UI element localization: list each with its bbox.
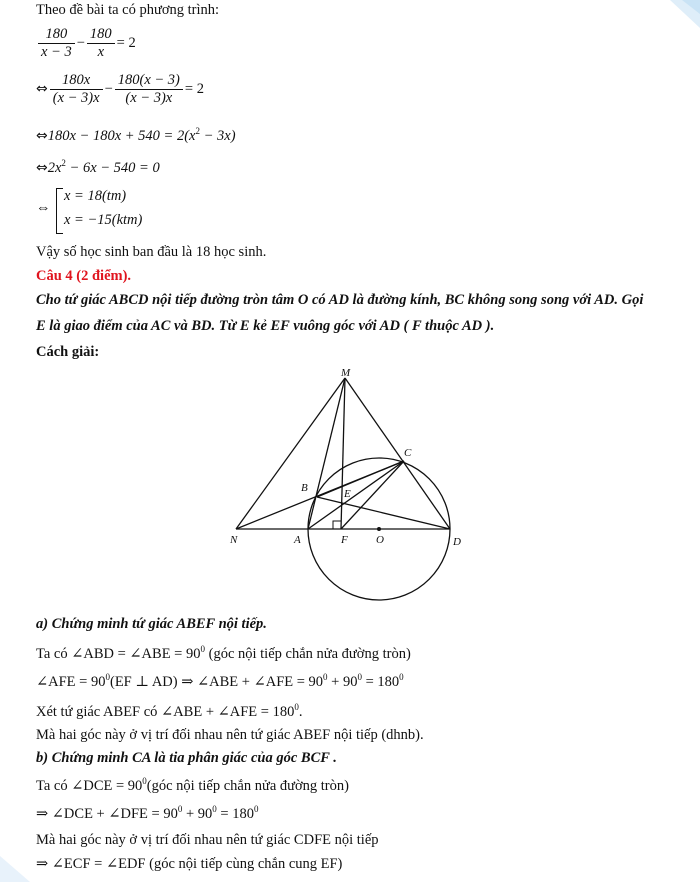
label-o: O bbox=[376, 534, 384, 546]
part-b-line3: Mà hai góc này ở vị trí đối nhau nên tứ giác CDFE nội tiếp bbox=[36, 832, 379, 848]
label-f: F bbox=[341, 534, 348, 546]
system-bracket bbox=[56, 188, 63, 234]
part-b-line4: ⇒ ∠ECF = ∠EDF (góc nội tiếp cùng chắn cung EF) bbox=[36, 856, 343, 872]
conclusion: Vậy số học sinh ban đầu là 18 học sinh. bbox=[36, 244, 267, 260]
part-a-line1: Ta có ∠ABD = ∠ABE = $90^0$ (góc nội tiếp chắn nửa đường tròn) bbox=[36, 644, 411, 662]
part-b-line1: Ta có ∠DCE = $90^0(góc$ nội tiếp chắn nửa đường tròn) bbox=[36, 776, 349, 794]
fraction: $\frac{180(x - 3)}{(x - 3)x}$ bbox=[115, 72, 183, 107]
label-b: B bbox=[301, 482, 308, 494]
equation-5-line2: x = −15(ktm) bbox=[64, 212, 143, 228]
equation-3: ⇔180x − $180x + 540 = 2(x^2 - 3x)$ bbox=[36, 126, 236, 144]
equation-5-arrow: ⇔ bbox=[36, 200, 51, 216]
line-mf bbox=[341, 378, 345, 529]
question-4-title: Câu 4 (2 điểm). bbox=[36, 268, 132, 284]
fraction: $\frac{180}{x - 3}$ bbox=[38, 26, 75, 61]
part-b-line2: ⇒ ∠DCE + ∠DFE = $90^0 + 90^0 = 180^0$ bbox=[36, 804, 259, 822]
line-bd bbox=[317, 497, 450, 529]
center-point bbox=[377, 527, 381, 531]
corner-decoration bbox=[640, 0, 700, 40]
label-a: A bbox=[294, 534, 301, 546]
label-n: N bbox=[230, 534, 238, 546]
label-m: M bbox=[341, 367, 351, 379]
equation-1: $\frac{180}{x - 3}$ − $\frac{180}{x}$ = 2 bbox=[36, 26, 136, 61]
label-d: D bbox=[453, 536, 461, 548]
label-c: C bbox=[404, 447, 412, 459]
equation-4: $\Leftrightarrow 2x^2 - 6x - 540 = 0$ bbox=[36, 158, 160, 176]
geometry-figure bbox=[220, 365, 480, 605]
equation-5-line1: x = 18(tm) bbox=[64, 188, 127, 204]
question-4-line1: Cho tứ giác ABCD nội tiếp đường tròn tâm O có AD là đường kính, BC không song song với AD. Gọi bbox=[36, 292, 644, 308]
label-e: E bbox=[344, 488, 351, 500]
fraction: $\frac{180x}{(x - 3)x}$ bbox=[50, 72, 103, 107]
fraction: $\frac{180}{x}$ bbox=[87, 26, 115, 61]
question-4-line2: E là giao điểm của AC và BD. Từ E kẻ EF vuông góc với AD ( F thuộc AD ). bbox=[36, 318, 495, 334]
part-a-line2: ∠AFE = $90^0(EF$ ⊥ AD) ⇒ ∠ABE + ∠AFE = $90^0 + 90^0 = 180^0$ bbox=[36, 672, 404, 690]
part-a-title: a) Chứng minh tứ giác ABEF nội tiếp. bbox=[36, 616, 267, 632]
part-b-title: b) Chứng minh CA là tia phân giác của góc BCF . bbox=[36, 750, 337, 766]
intro-text: Theo đề bài ta có phương trình: bbox=[36, 2, 220, 18]
solution-label: Cách giải: bbox=[36, 344, 100, 360]
part-a-line3: Xét tứ giác ABEF có ∠ABE + ∠AFE = $180^0$. bbox=[36, 702, 303, 720]
part-a-line4: Mà hai góc này ở vị trí đối nhau nên tứ giác ABEF nội tiếp (dhnb). bbox=[36, 727, 424, 743]
line-md bbox=[345, 378, 450, 529]
right-angle-mark bbox=[333, 521, 341, 529]
equation-2: ⇔ $\frac{180x}{(x - 3)x}$ − $\frac{180(x - 3)}{(x - 3)x}$ = 2 bbox=[36, 72, 204, 106]
